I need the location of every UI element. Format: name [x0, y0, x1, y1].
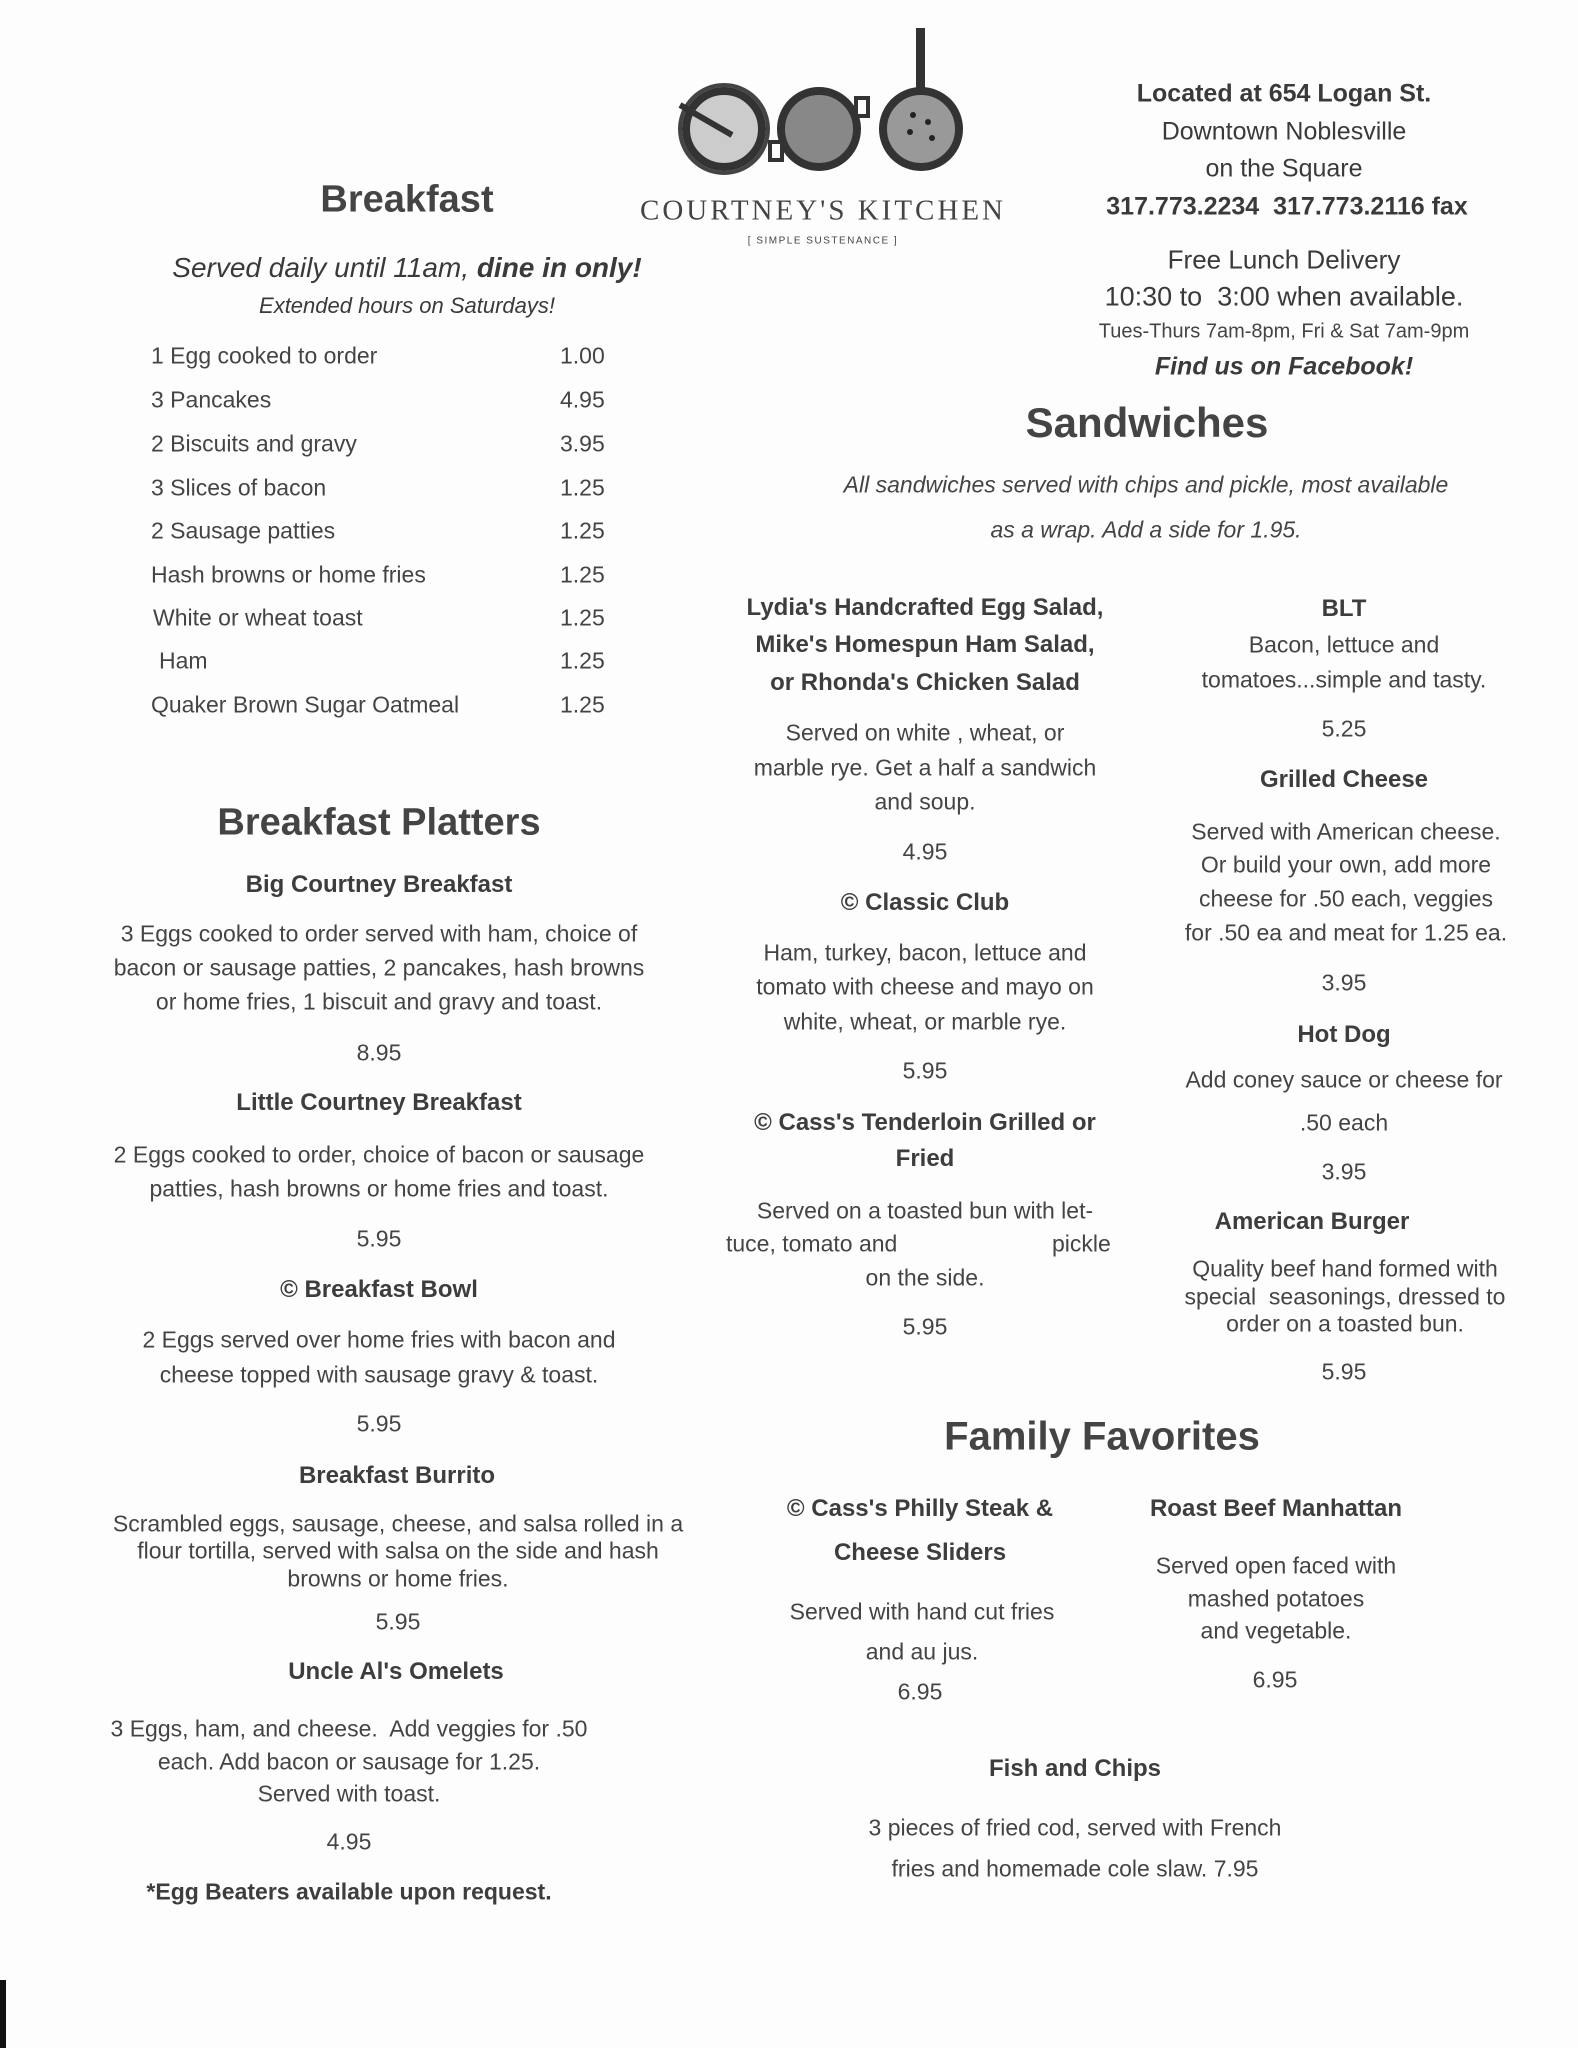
item-price: 3.95: [1321, 1158, 1367, 1185]
item-desc: fries and homemade cole slaw. 7.95: [891, 1855, 1259, 1882]
item-desc: 2 Eggs served over home fries with bacon and: [142, 1326, 616, 1353]
item-desc: marble rye. Get a half a sandwich: [753, 754, 1097, 781]
item-desc: Quality beef hand formed with: [1192, 1255, 1498, 1282]
item-price: 5.95: [902, 1057, 948, 1084]
footnote: *Egg Beaters available upon request.: [146, 1878, 552, 1905]
item-name: American Burger: [1214, 1208, 1410, 1235]
item-price: 1.00: [560, 342, 605, 369]
item-name: © Breakfast Bowl: [280, 1276, 478, 1303]
list-item: 3 Slices of bacon: [151, 474, 327, 501]
item-name: Little Courtney Breakfast: [236, 1089, 522, 1116]
item-name: BLT: [1321, 595, 1367, 622]
item-desc: mashed potatoes: [1187, 1585, 1365, 1612]
item-price: 1.25: [560, 561, 605, 588]
item-price: 4.95: [560, 386, 605, 413]
logo-pots-icon: [670, 20, 980, 180]
item-price: 6.95: [1252, 1666, 1298, 1693]
item-desc: tomatoes...simple and tasty.: [1201, 666, 1487, 693]
item-desc: special seasonings, dressed to: [1184, 1283, 1506, 1310]
item-name: Hot Dog: [1297, 1021, 1391, 1048]
breakfast-note2: Extended hours on Saturdays!: [259, 293, 555, 318]
item-desc: tomato with cheese and mayo on: [756, 973, 1094, 1000]
item-desc: and vegetable.: [1200, 1617, 1352, 1644]
item-price: 5.95: [375, 1608, 421, 1635]
item-desc: bacon or sausage patties, 2 pancakes, hash browns: [113, 954, 645, 981]
list-item: Ham: [159, 647, 208, 674]
item-desc: cheese topped with sausage gravy & toast.: [159, 1361, 599, 1388]
item-desc: each. Add bacon or sausage for 1.25.: [157, 1748, 541, 1775]
item-desc: Add coney sauce or cheese for: [1185, 1066, 1503, 1093]
item-price: 5.95: [356, 1225, 402, 1252]
facebook-link[interactable]: Find us on Facebook!: [1154, 352, 1414, 381]
hours: Tues-Thurs 7am-8pm, Fri & Sat 7am-9pm: [1098, 320, 1470, 343]
item-name: Lydia's Handcrafted Egg Salad,: [746, 594, 1104, 621]
brand-name: COURTNEY'S KITCHEN: [639, 194, 1007, 227]
item-price: 5.25: [1321, 715, 1367, 742]
item-name: Cheese Sliders: [833, 1539, 1007, 1566]
item-desc: and soup.: [874, 788, 976, 815]
item-name: Roast Beef Manhattan: [1149, 1495, 1403, 1522]
list-item: 1 Egg cooked to order: [151, 342, 378, 369]
square: on the Square: [1205, 154, 1363, 183]
item-name: Uncle Al's Omelets: [288, 1658, 504, 1685]
item-desc: flour tortilla, served with salsa on the side and hash: [137, 1537, 659, 1564]
item-desc: 2 Eggs cooked to order, choice of bacon or sausage: [113, 1141, 645, 1168]
item-desc: Served with toast.: [257, 1780, 441, 1807]
item-desc: white, wheat, or marble rye.: [783, 1008, 1067, 1035]
item-price: 5.95: [902, 1313, 948, 1340]
list-item: 3 Pancakes: [151, 386, 272, 413]
item-desc: 3 Eggs cooked to order served with ham, choice of: [120, 920, 638, 947]
item-desc: pickle: [1052, 1230, 1111, 1257]
platters-title: Breakfast Platters: [217, 801, 541, 844]
item-desc: .50 each: [1299, 1109, 1389, 1136]
item-desc: Served with American cheese.: [1191, 818, 1501, 845]
item-name: Big Courtney Breakfast: [245, 871, 513, 898]
breakfast-title: Breakfast: [320, 178, 494, 221]
item-desc: patties, hash browns or home fries and toast.: [149, 1175, 609, 1202]
area: Downtown Noblesville: [1161, 117, 1407, 146]
item-name: © Cass's Philly Steak &: [786, 1495, 1054, 1522]
item-name: Fried: [895, 1145, 955, 1172]
sandwiches-intro: All sandwiches served with chips and pickle, most available: [843, 471, 1449, 498]
item-name: Mike's Homespun Ham Salad,: [755, 631, 1095, 658]
item-price: 8.95: [356, 1039, 402, 1066]
item-name: or Rhonda's Chicken Salad: [770, 669, 1080, 696]
item-desc: Scrambled eggs, sausage, cheese, and salsa rolled in a: [112, 1510, 684, 1537]
item-price: 1.25: [560, 647, 605, 674]
list-item: Hash browns or home fries: [151, 561, 426, 588]
list-item: 2 Biscuits and gravy: [151, 430, 357, 457]
note-text: Served daily until 11am,: [172, 252, 477, 283]
phones: [1106, 193, 1467, 222]
item-name: Fish and Chips: [988, 1755, 1162, 1782]
sandwiches-intro: as a wrap. Add a side for 1.95.: [990, 516, 1302, 543]
family-title: Family Favorites: [944, 1414, 1260, 1459]
item-price: 6.95: [897, 1678, 943, 1705]
item-price: 5.95: [1321, 1358, 1367, 1385]
item-desc: for .50 ea and meat for 1.25 ea.: [1184, 919, 1508, 946]
item-desc: Ham, turkey, bacon, lettuce and: [763, 939, 1087, 966]
item-name: © Cass's Tenderloin Grilled or: [754, 1109, 1096, 1136]
item-desc: on the side.: [865, 1264, 985, 1291]
item-price: 1.25: [560, 691, 605, 718]
item-price: 1.25: [560, 517, 605, 544]
item-desc: cheese for .50 each, veggies: [1198, 885, 1494, 912]
brand-tagline: [ SIMPLE SUSTENANCE ]: [747, 235, 899, 247]
sandwiches-title: Sandwiches: [1025, 399, 1269, 446]
item-desc: order on a toasted bun.: [1226, 1310, 1464, 1337]
item-desc: 3 pieces of fried cod, served with French: [868, 1814, 1282, 1841]
fax-number: 317.773.2116 fax: [1273, 192, 1468, 221]
scan-edge-mark: [0, 1980, 6, 2048]
note-emphasis: dine in only!: [476, 252, 642, 283]
item-price: 5.95: [356, 1410, 402, 1437]
item-desc: tuce, tomato and: [726, 1230, 898, 1257]
item-name: Breakfast Burrito: [298, 1462, 496, 1489]
item-desc: or home fries, 1 biscuit and gravy and toast.: [155, 988, 603, 1015]
item-price: 3.95: [560, 430, 605, 457]
item-desc: Or build your own, add more: [1200, 851, 1492, 878]
item-price: 1.25: [560, 474, 605, 501]
item-name: © Classic Club: [840, 889, 1010, 916]
item-price: 1.25: [560, 604, 605, 631]
item-desc: Served open faced with: [1155, 1552, 1397, 1579]
item-name: Grilled Cheese: [1259, 766, 1429, 793]
breakfast-note: [172, 252, 641, 284]
item-price: 3.95: [1321, 969, 1367, 996]
delivery: Free Lunch Delivery: [1167, 244, 1401, 275]
list-item: 2 Sausage patties: [151, 517, 336, 544]
list-item: Quaker Brown Sugar Oatmeal: [151, 691, 460, 718]
address: Located at 654 Logan St.: [1136, 79, 1432, 108]
item-price: 4.95: [326, 1828, 372, 1855]
item-desc: 3 Eggs, ham, and cheese. Add veggies for .50: [110, 1715, 588, 1742]
item-price: 4.95: [902, 838, 948, 865]
item-desc: Served on a toasted bun with let-: [756, 1197, 1094, 1224]
item-desc: Served with hand cut fries: [789, 1598, 1055, 1625]
list-item: White or wheat toast: [153, 604, 363, 631]
item-desc: browns or home fries.: [287, 1565, 509, 1592]
item-desc: and au jus.: [865, 1638, 979, 1665]
phone-number[interactable]: 317.773.2234: [1106, 192, 1260, 221]
item-desc: Served on white , wheat, or: [785, 719, 1065, 746]
item-desc: Bacon, lettuce and: [1248, 631, 1440, 658]
delivery-hours: 10:30 to 3:00 when available.: [1104, 281, 1464, 312]
